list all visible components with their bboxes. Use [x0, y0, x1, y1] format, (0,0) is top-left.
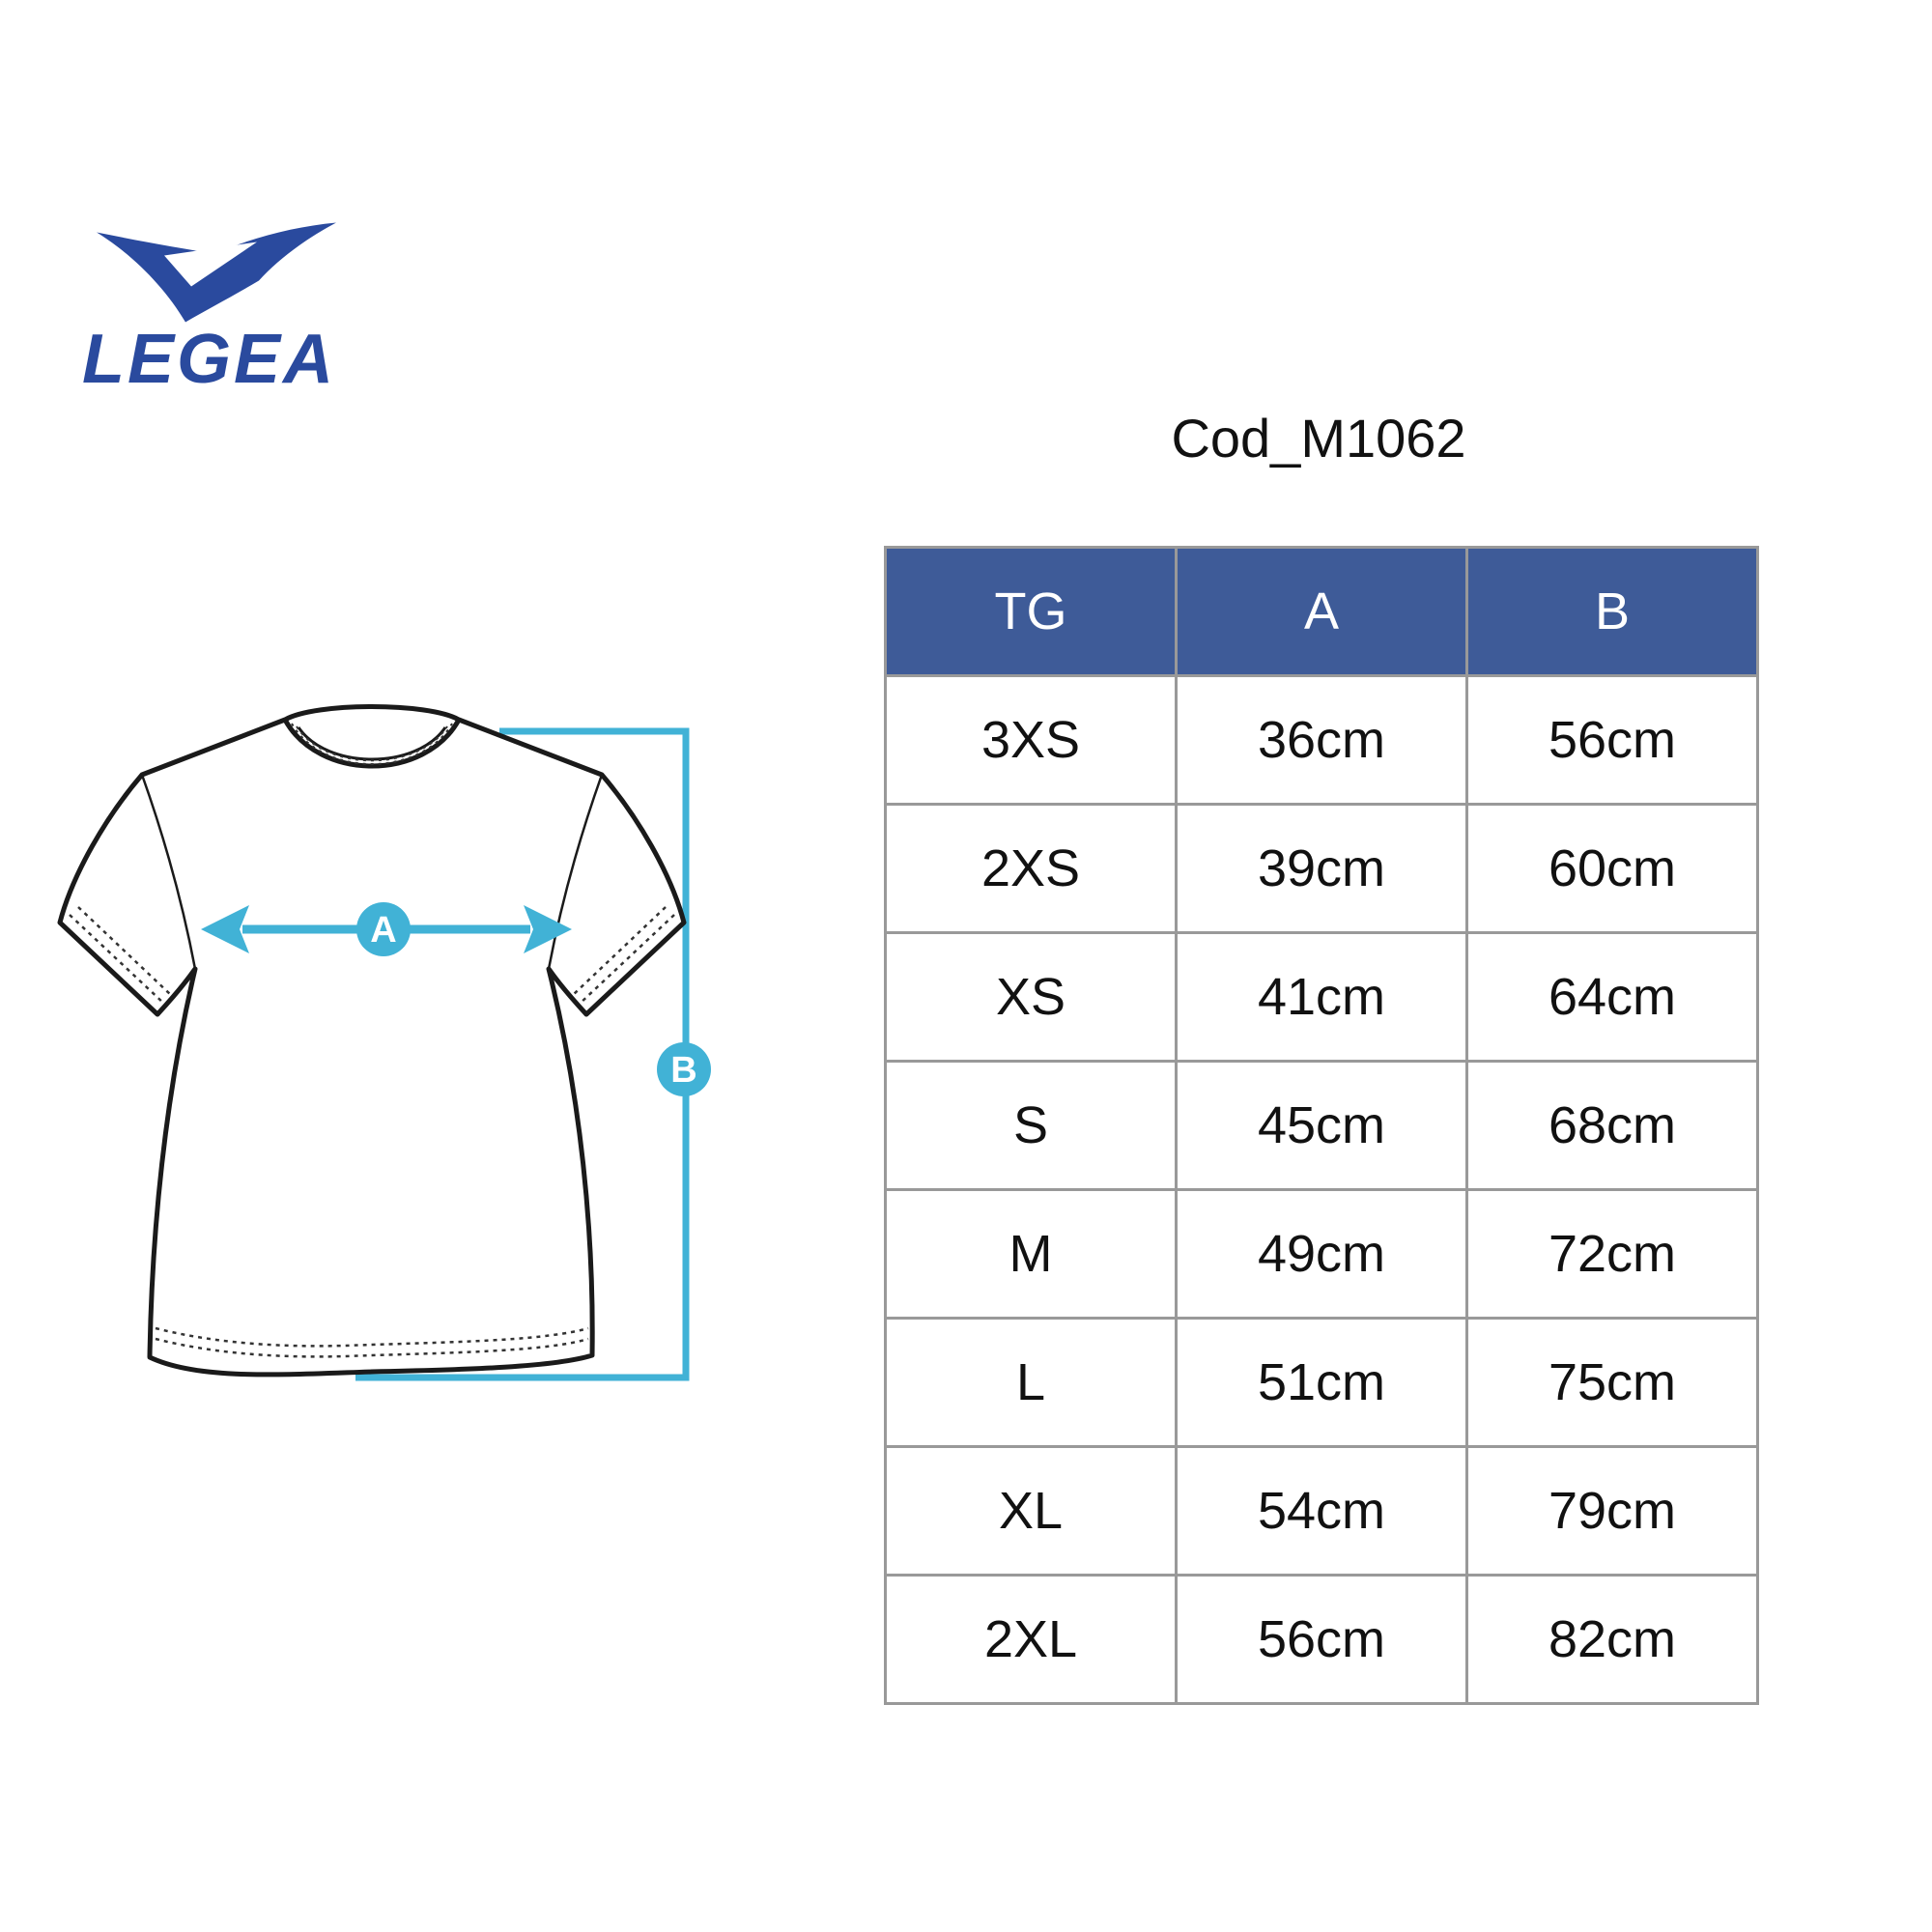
b-cell: 60cm	[1468, 806, 1756, 931]
size-cell: XS	[887, 934, 1175, 1060]
size-cell: S	[887, 1063, 1175, 1188]
size-table-header-size: TG	[887, 549, 1175, 674]
a-cell: 49cm	[1178, 1191, 1465, 1317]
swoosh-shape	[97, 223, 336, 323]
brand-name: LEGEA	[82, 321, 337, 398]
size-cell: XL	[887, 1448, 1175, 1574]
size-cell: 3XS	[887, 677, 1175, 803]
b-cell: 72cm	[1468, 1191, 1756, 1317]
b-cell: 79cm	[1468, 1448, 1756, 1574]
a-cell: 36cm	[1178, 677, 1465, 803]
brand-logo	[82, 169, 353, 396]
a-cell: 54cm	[1178, 1448, 1465, 1574]
a-cell: 39cm	[1178, 806, 1465, 931]
measure-a-label: A	[370, 910, 397, 951]
b-cell: 68cm	[1468, 1063, 1756, 1188]
b-cell: 82cm	[1468, 1577, 1756, 1702]
a-cell: 45cm	[1178, 1063, 1465, 1188]
b-cell: 75cm	[1468, 1320, 1756, 1445]
size-cell: M	[887, 1191, 1175, 1317]
product-code-title: Cod_M1062	[1171, 408, 1466, 469]
measure-b-label: B	[670, 1050, 697, 1091]
size-table-header-a: A	[1178, 549, 1465, 674]
size-cell: 2XL	[887, 1577, 1175, 1702]
size-table	[884, 546, 1759, 1705]
a-cell: 51cm	[1178, 1320, 1465, 1445]
a-cell: 56cm	[1178, 1577, 1465, 1702]
b-cell: 56cm	[1468, 677, 1756, 803]
tshirt-measurement-diagram	[53, 691, 749, 1435]
a-cell: 41cm	[1178, 934, 1465, 1060]
size-cell: L	[887, 1320, 1175, 1445]
size-table-header-b: B	[1468, 549, 1756, 674]
size-cell: 2XS	[887, 806, 1175, 931]
b-cell: 64cm	[1468, 934, 1756, 1060]
legea-swoosh-icon	[97, 222, 338, 325]
